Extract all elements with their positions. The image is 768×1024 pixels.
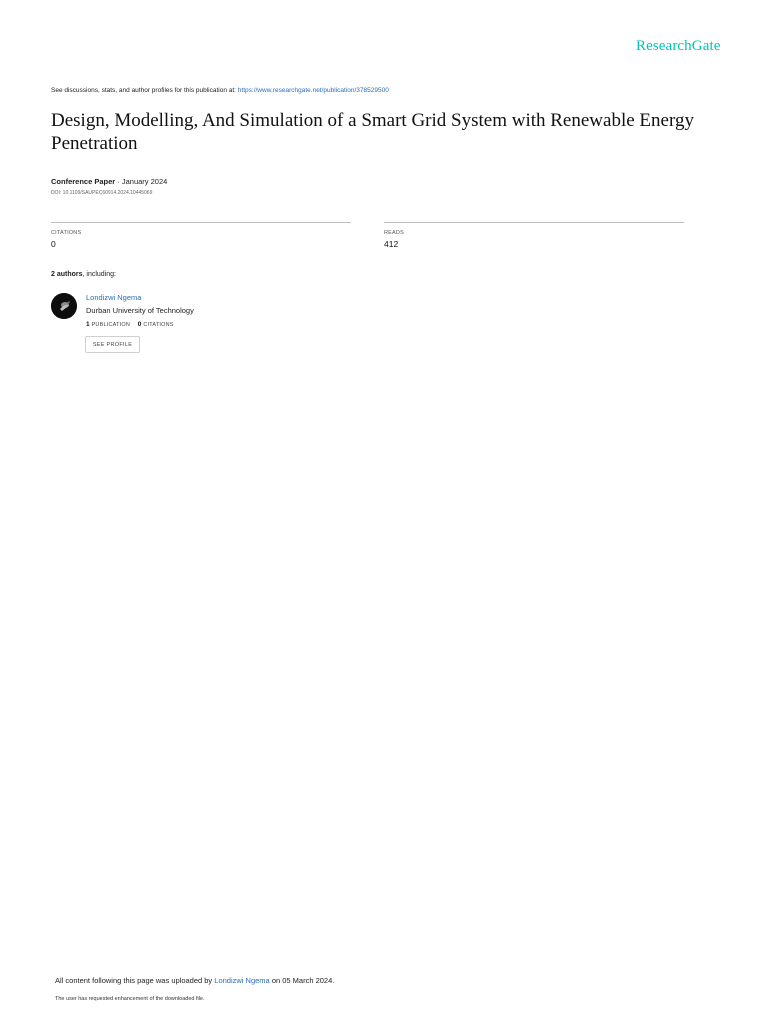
reads-label: READS bbox=[384, 230, 404, 236]
publication-doi: DOI: 10.1109/SAUPEC60914.2024.10445069 bbox=[51, 190, 153, 196]
uploader-link[interactable]: Londizwi Ngema bbox=[214, 976, 270, 985]
publication-link[interactable]: https://www.researchgate.net/publication/378529500 bbox=[237, 87, 389, 94]
authors-count: 2 authors bbox=[51, 271, 83, 278]
discussion-line bbox=[51, 87, 389, 94]
meta-separator: · bbox=[115, 177, 122, 186]
reads-divider bbox=[384, 222, 684, 223]
reads-value: 412 bbox=[384, 239, 399, 249]
author-publications-label: PUBLICATION bbox=[91, 322, 131, 328]
discussion-prefix: See discussions, stats, and author profiles for this publication at: bbox=[51, 87, 238, 94]
author-name-link[interactable]: Londizwi Ngema bbox=[86, 293, 142, 302]
author-stats bbox=[86, 321, 174, 328]
citations-value: 0 bbox=[51, 239, 56, 249]
upload-notice bbox=[55, 976, 334, 985]
upload-suffix: on 05 March 2024. bbox=[269, 976, 335, 985]
authors-including: , including: bbox=[82, 271, 116, 278]
author-avatar[interactable] bbox=[51, 293, 77, 319]
publication-title: Design, Modelling, And Simulation of a Smart Grid System with Renewable Energy Penetration bbox=[51, 110, 694, 154]
publication-date: January 2024 bbox=[121, 177, 168, 186]
researchgate-logo[interactable]: ResearchGate bbox=[636, 38, 721, 54]
citations-divider bbox=[51, 222, 351, 223]
author-citations-label: CITATIONS bbox=[143, 322, 174, 328]
author-institution: Durban University of Technology bbox=[86, 306, 194, 315]
see-profile-button[interactable]: SEE PROFILE bbox=[85, 336, 140, 353]
author-publications-count: 1 bbox=[86, 321, 90, 328]
author-citations-count: 0 bbox=[137, 321, 142, 328]
citations-label: CITATIONS bbox=[51, 230, 82, 236]
publication-meta bbox=[51, 177, 167, 186]
publication-type: Conference Paper bbox=[51, 177, 116, 186]
enhancement-note: The user has requested enhancement of the downloaded file. bbox=[55, 996, 205, 1002]
avatar-image-icon bbox=[51, 293, 77, 319]
upload-prefix: All content following this page was uploaded by bbox=[55, 976, 215, 985]
authors-heading bbox=[51, 271, 116, 278]
